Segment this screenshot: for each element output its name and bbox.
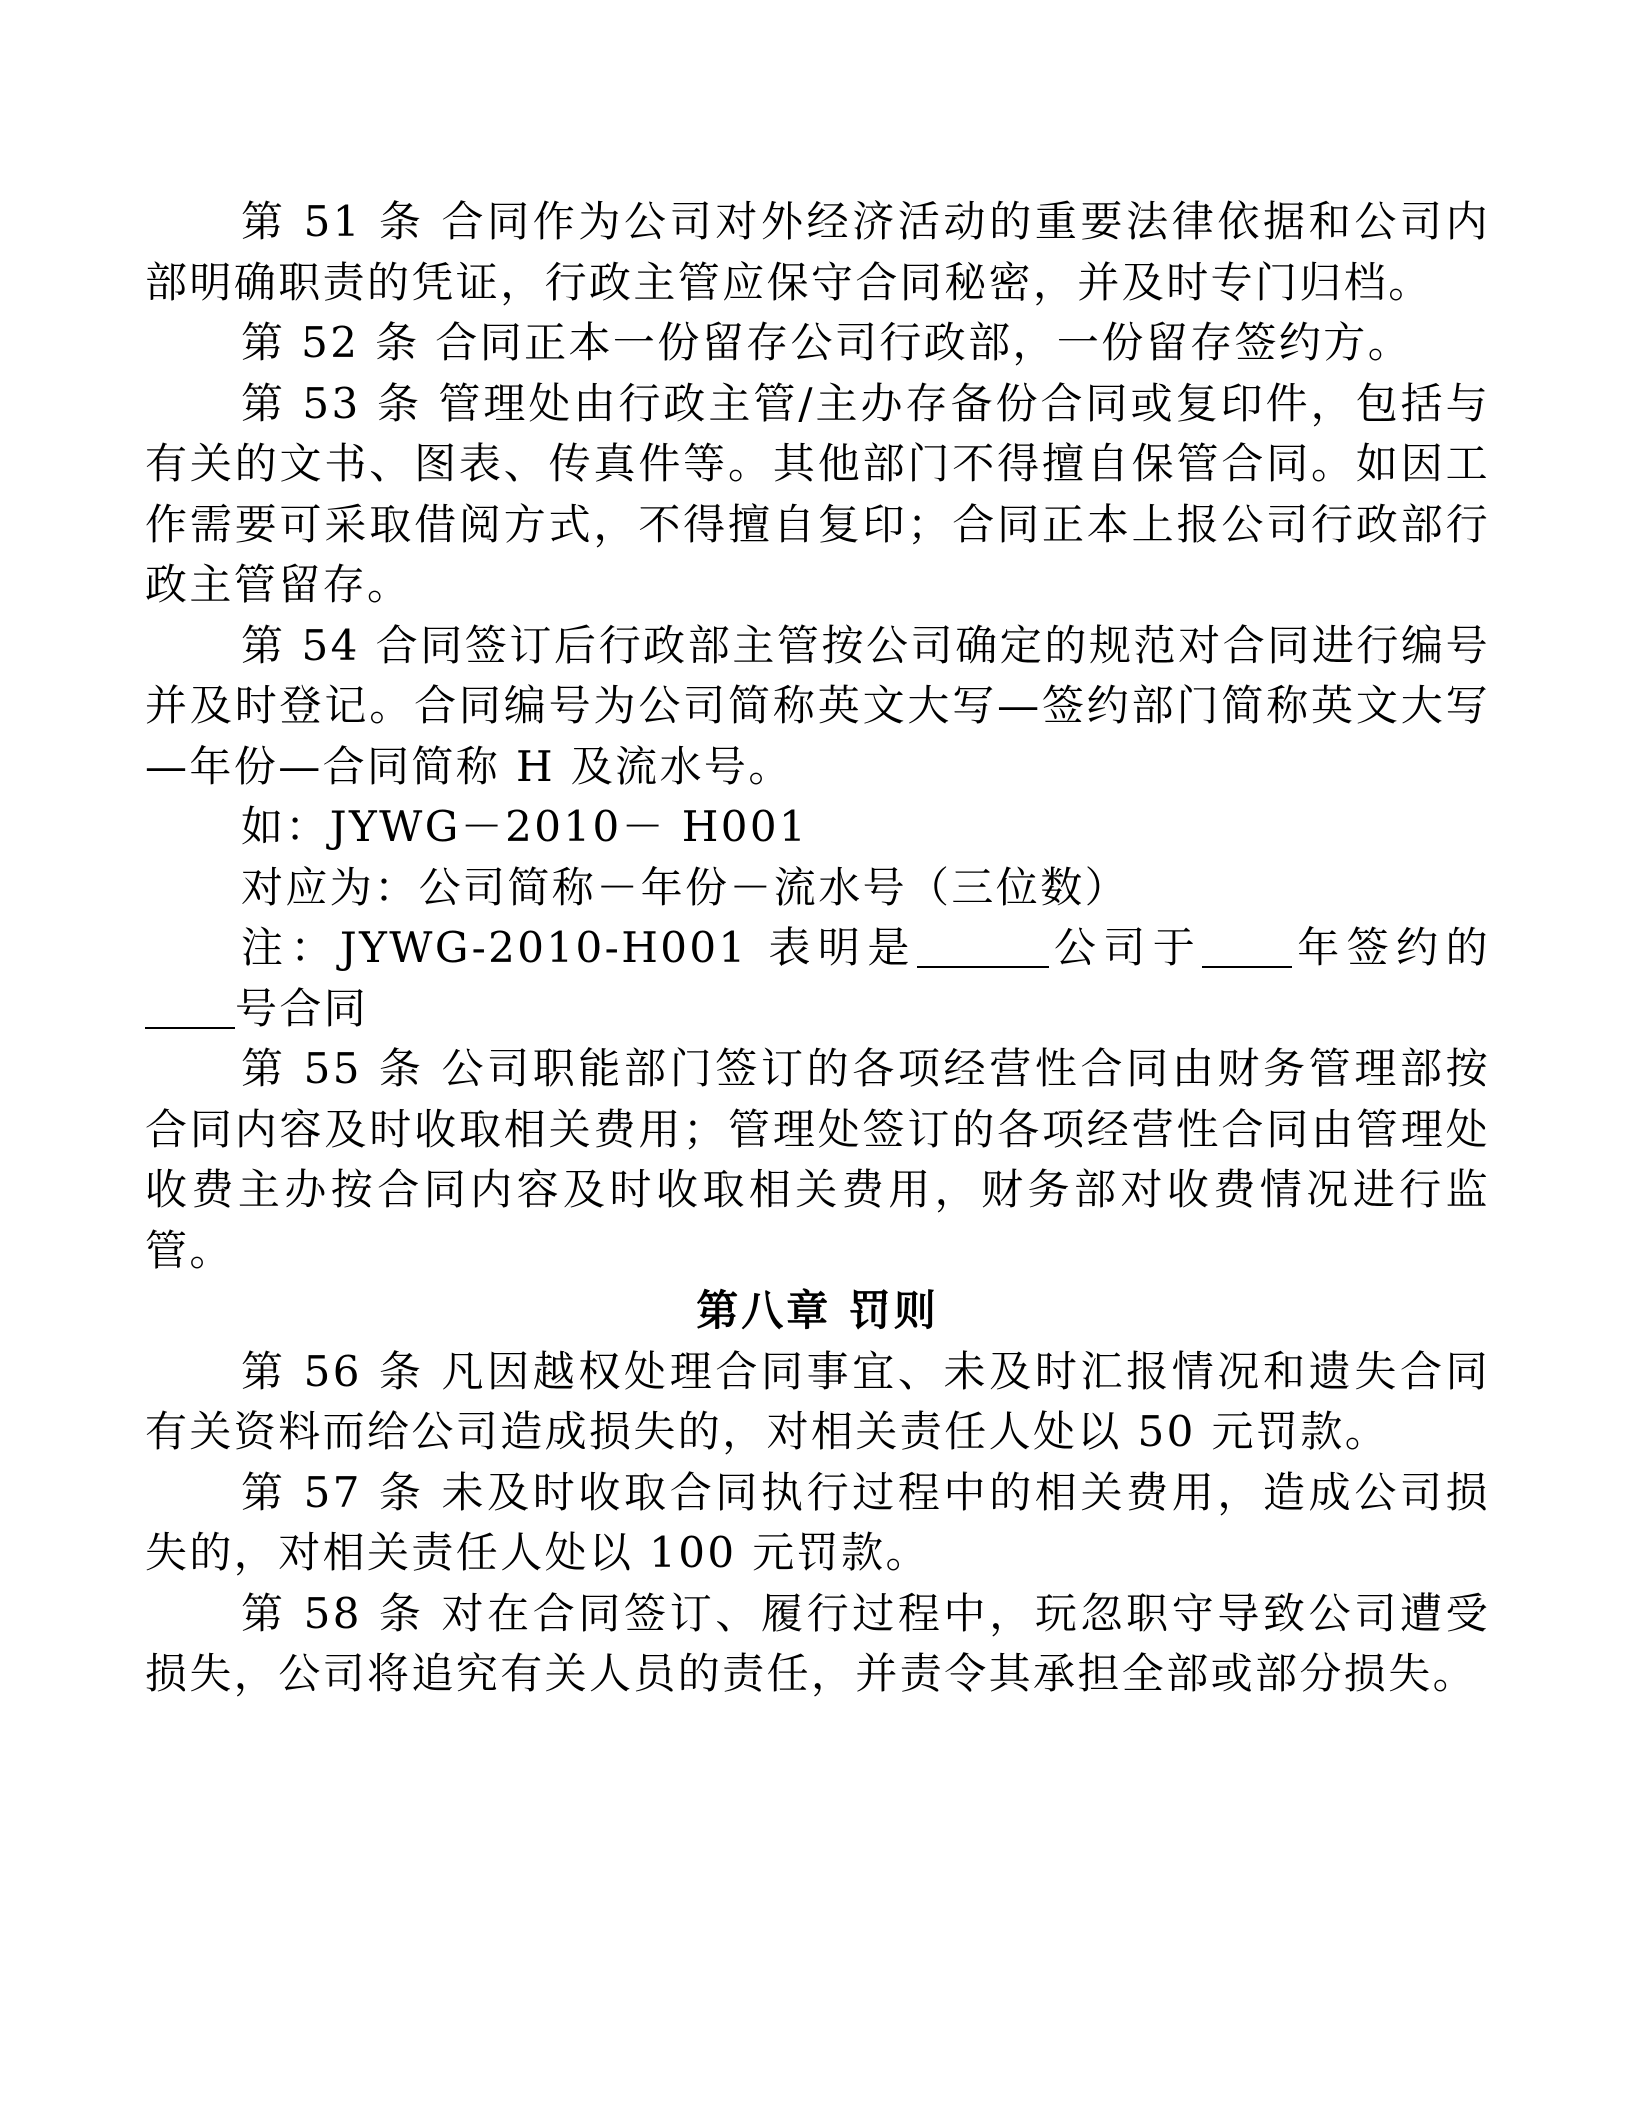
numbering-mapping: 对应为：公司简称－年份－流水号（三位数）	[241, 862, 1130, 912]
company-blank	[917, 926, 1049, 968]
year-blank	[1202, 926, 1292, 968]
article-52: 第 52 条 合同正本一份留存公司行政部，一份留存签约方。	[241, 318, 1413, 367]
article-58: 第 58 条 对在合同签订、履行过程中，玩忽职守导致公司遭受损失，公司将追究有关人员的责任，并责令其承担全部或部分损失。	[145, 1588, 1490, 1698]
number-blank	[145, 987, 235, 1029]
note-text-4: 号合同	[235, 983, 369, 1033]
article-51: 第 51 条 合同作为公司对外经济活动的重要法律依据和公司内部明确职责的凭证，行政主管应保守合同秘密，并及时专门归档。	[145, 197, 1490, 307]
numbering-note	[145, 918, 1490, 1039]
article-57: 第 57 条 未及时收取合同执行过程中的相关费用，造成公司损失的，对相关责任人处以 100 元罚款。	[145, 1467, 1490, 1577]
numbering-example: 如：JYWG－2010－ H001	[241, 802, 809, 851]
note-text-2: 公司于	[1048, 923, 1203, 972]
article-53: 第 53 条 管理处由行政主管/主办存备份合同或复印件，包括与有关的文书、图表、传真件等。其他部门不得擅自保管合同。如因工作需要可采取借阅方式，不得擅自复印；合同正本上报公司行政部行政主管留存。	[145, 378, 1490, 609]
article-55: 第 55 条 公司职能部门签订的各项经营性合同由财务管理部按合同内容及时收取相关费用；管理处签订的各项经营性合同由管理处收费主办按合同内容及时收取相关费用，财务部对收费情况进行监管。	[145, 1044, 1490, 1275]
chapter-8-heading: 第八章 罚则	[696, 1286, 939, 1335]
note-text-3: 年签约的	[1292, 923, 1490, 972]
document-page	[145, 192, 1490, 1705]
note-text-1: 注：JYWG-2010-H001 表明是	[241, 923, 917, 972]
article-56: 第 56 条 凡因越权处理合同事宜、未及时汇报情况和遗失合同有关资料而给公司造成损失的，对相关责任人处以 50 元罚款。	[145, 1346, 1490, 1456]
article-54: 第 54 合同签订后行政部主管按公司确定的规范对合同进行编号并及时登记。合同编号为公司简称英文大写—签约部门简称英文大写—年份—合同简称 H 及流水号。	[145, 620, 1490, 791]
